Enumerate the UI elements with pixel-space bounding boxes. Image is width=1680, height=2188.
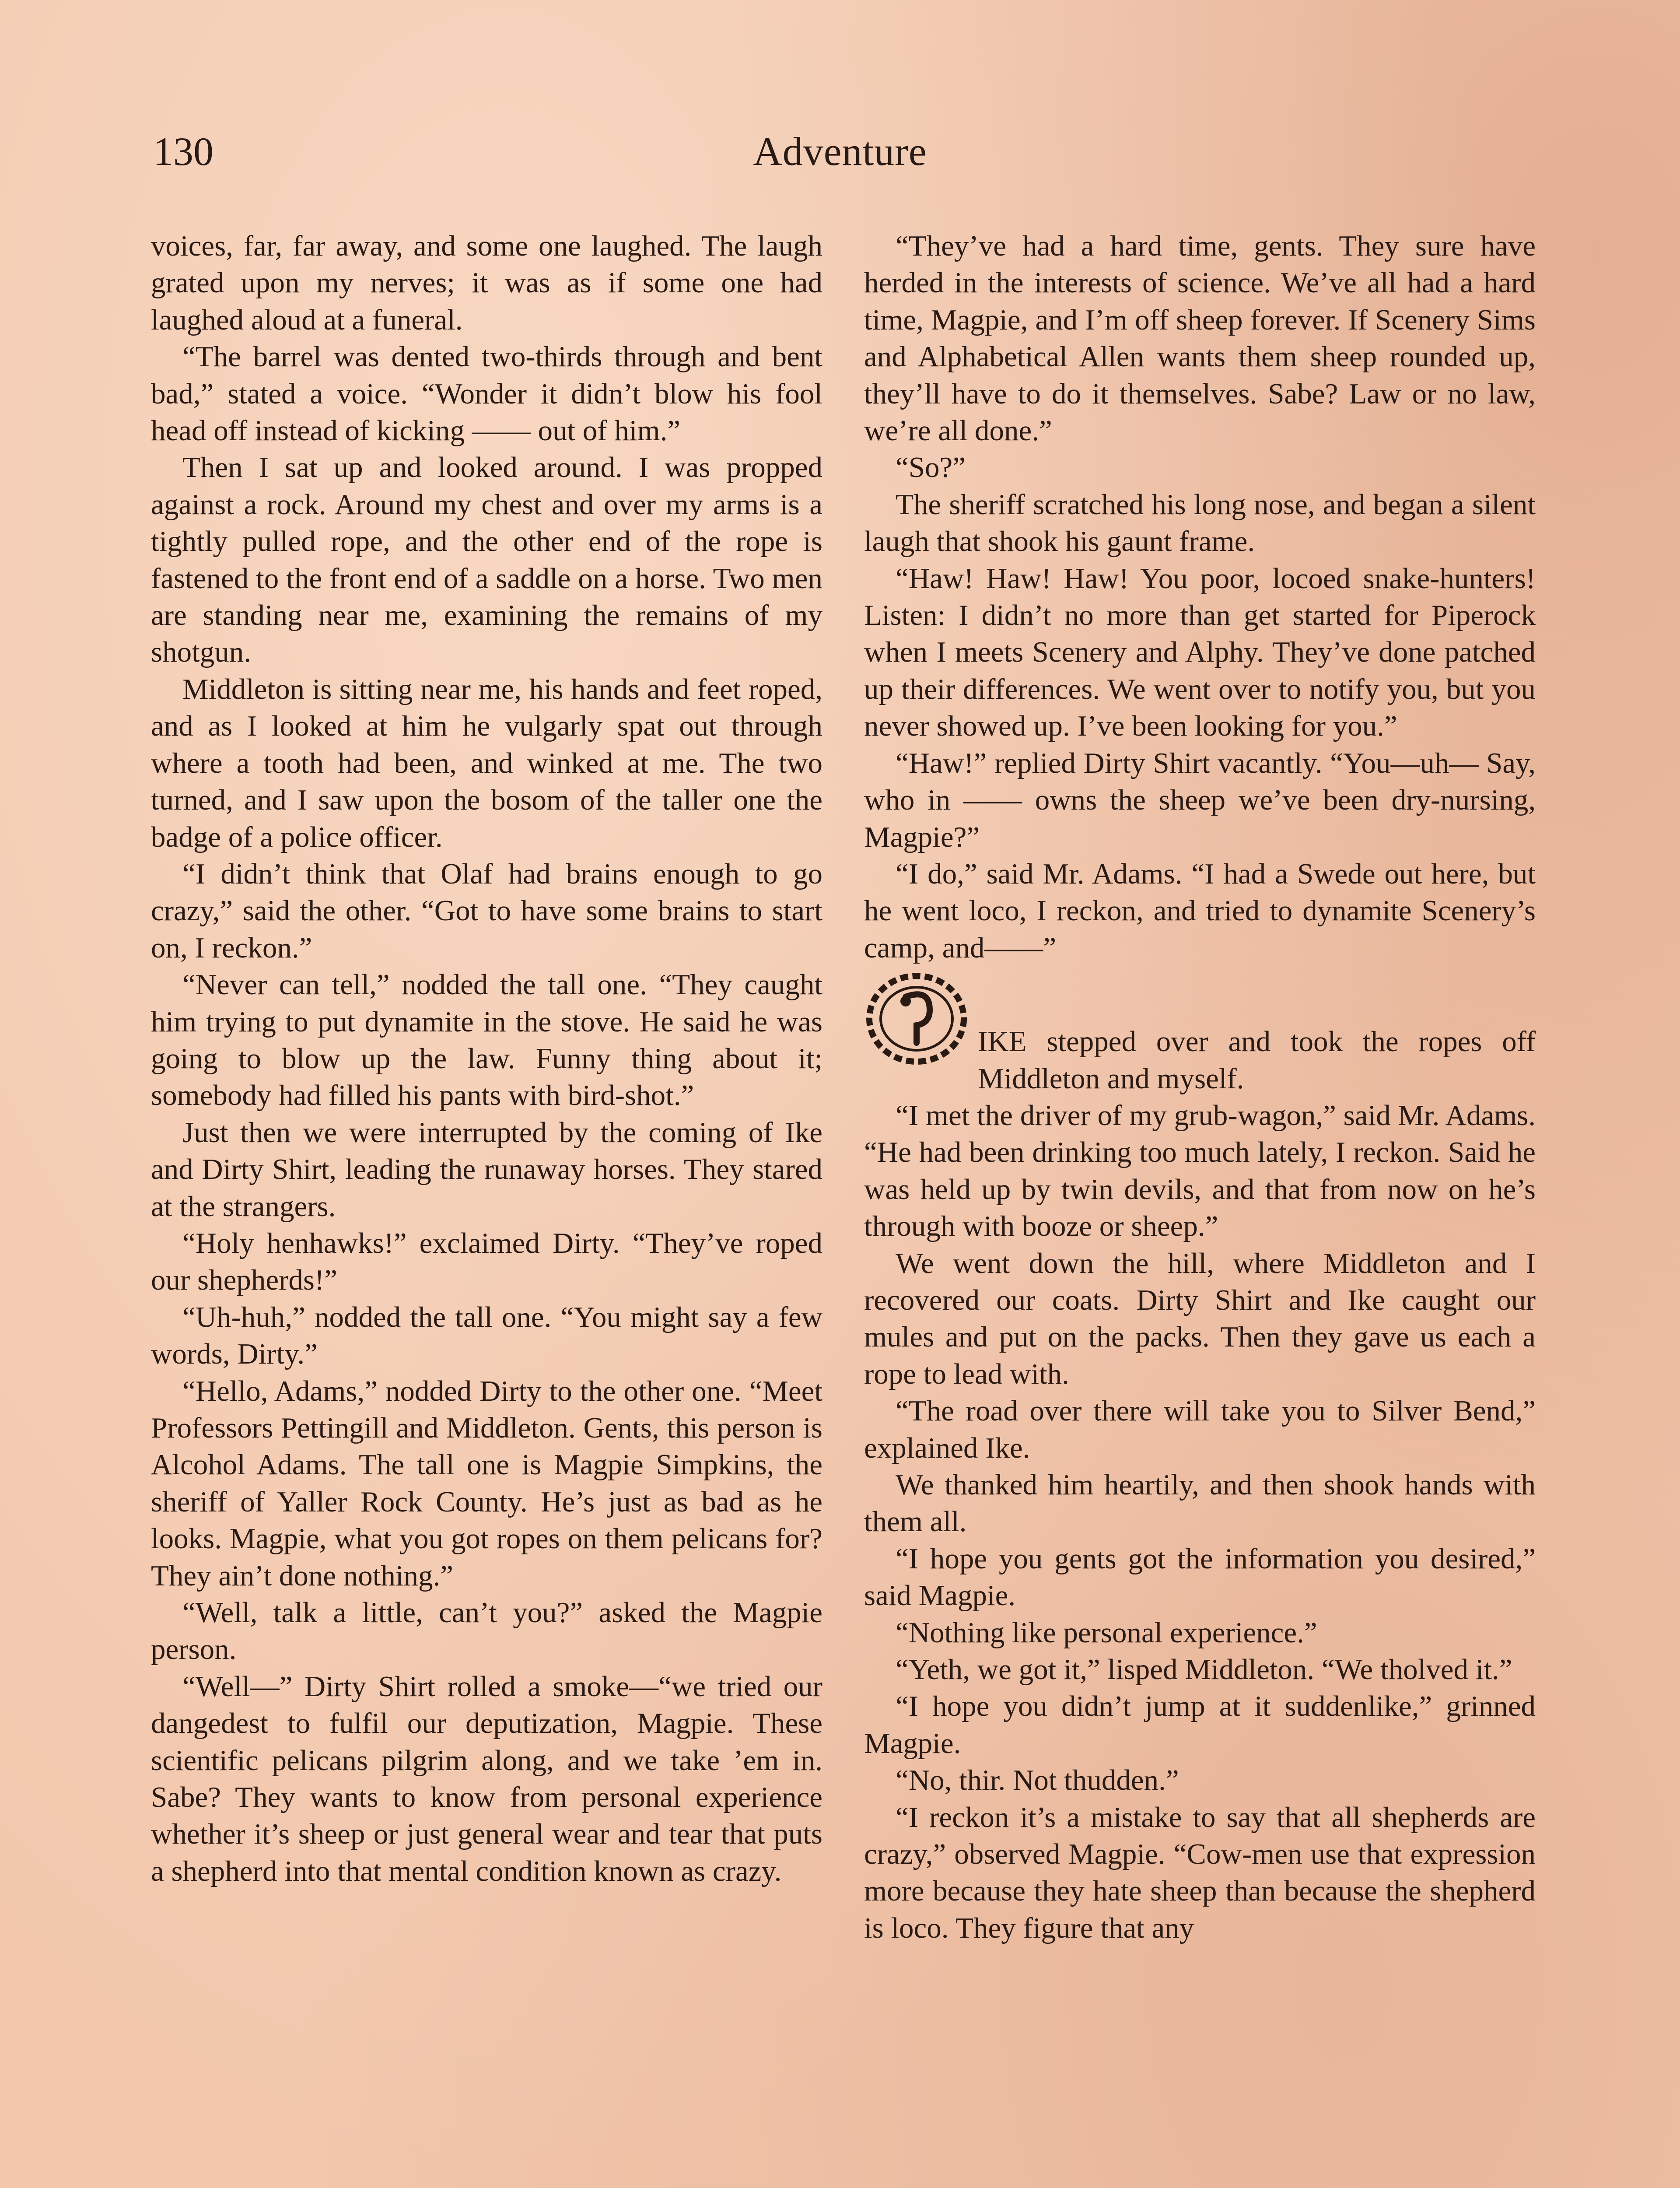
paragraph: “I hope you didn’t jump at it suddenlike,” grinned Magpie. [864,1690,1536,1760]
paragraph: voices, far, far away, and some one laughed. The laugh grated upon my nerves; it was as if some one had laughed aloud at a funeral. [151,230,822,336]
paragraph: “Haw!” replied Dirty Shirt vacantly. “You—uh— Say, who in —— owns the sheep we’ve been dry-nursing, Magpie?” [864,747,1536,853]
left-column [151,228,822,1890]
paragraph: “Hello, Adams,” nodded Dirty to the other one. “Meet Professors Pettingill and Middleton. Gents, this person is Alcohol Adams. The tall one is Magpie Simpkins, the sheriff of Yaller Rock County. He’s just as bad as he looks. Magpie, what you got ropes on them pelicans for? They ain’t done nothing.” [151,1375,822,1592]
paragraph: “Holy henhawks!” exclaimed Dirty. “They’ve roped our shepherds!” [151,1227,822,1297]
paragraph: “The road over there will take you to Silver Bend,” explained Ike. [864,1395,1536,1464]
paragraph: “Uh-huh,” nodded the tall one. “You might say a few words, Dirty.” [151,1301,822,1371]
page-number: 130 [153,129,214,174]
paragraph: “I didn’t think that Olaf had brains enough to go crazy,” said the other. “Got to have some brains to start on, I reckon.” [151,857,822,964]
paragraph: “They’ve had a hard time, gents. They sure have herded in the interests of science. We’ve all had a hard time, Magpie, and I’m off sheep forever. If Scenery Sims and Alphabetical Allen wants them sheep rounded up, they’ll have to do it themselves. Sabe? Law or no law, we’re all done.” [864,230,1536,447]
paragraph: “I met the driver of my grub-wagon,” said Mr. Adams. “He had been drinking too much lately, I reckon. Said he was held up by twin devils, and that from now on he’s through with booze or sheep.” [864,1099,1536,1243]
paragraph: “So?” [896,451,966,484]
paragraph: “Well—” Dirty Shirt rolled a smoke—“we tried our dangedest to fulfil our deputization, Magpie. These scientific pelicans pilgrim along, and we take ’em in. Sabe? They wants to know from personal experience whether it’s sheep or just general wear and tear that puts a shepherd into that mental condition known as crazy. [151,1670,822,1887]
running-title: Adventure [753,129,927,174]
right-column [864,228,1536,1946]
paragraph: “Haw! Haw! Haw! You poor, locoed snake-hunters! Listen: I didn’t no more than get started for Piperock when I meets Scenery and Alphy. They’ve done patched up their differences. We went over to notify you, but you never showed up. I’ve been looking for you.” [864,562,1536,743]
paragraph: We went down the hill, where Middleton and I recovered our coats. Dirty Shirt and Ike caught our mules and put on the packs. Then they gave us each a rope to lead with. [864,1247,1536,1390]
ornamental-dropcap-icon [864,971,969,1067]
paragraph: “I reckon it’s a mistake to say that all shepherds are crazy,” observed Magpie. “Cow-men use that expression more because they hate sheep than because the shepherd is loco. They figure that any [864,1801,1536,1944]
paragraph: “I hope you gents got the information you desired,” said Magpie. [864,1542,1536,1612]
paragraph: Then I sat up and looked around. I was propped against a rock. Around my chest and over my arms is a tightly pulled rope, and the other end of the rope is fastened to the front end of a saddle on a horse. Two men are standing near me, examining the remains of my shotgun. [151,451,822,669]
paragraph: “I do,” said Mr. Adams. “I had a Swede out here, but he went loco, I reckon, and tried to dynamite Scenery’s camp, and——” [864,857,1536,964]
paragraph: “Nothing like personal experience.” [896,1616,1317,1649]
paragraph: “Yeth, we got it,” lisped Middleton. “We tholved it.” [896,1653,1512,1686]
paragraph: “Well, talk a little, can’t you?” asked the Magpie person. [151,1596,822,1666]
paragraph: The sheriff scratched his long nose, and began a silent laugh that shook his gaunt frame. [864,488,1536,558]
paragraph: “The barrel was dented two-thirds through and bent bad,” stated a voice. “Wonder it didn’t blow his fool head off instead of kicking —— out of him.” [151,340,822,447]
paragraph: “Never can tell,” nodded the tall one. “They caught him trying to put dynamite in the stove. He said he was going to blow up the law. Funny thing about it; somebody had filled his pants with bird-shot.” [151,968,822,1112]
paragraph: Just then we were interrupted by the coming of Ike and Dirty Shirt, leading the runaway horses. They stared at the strangers. [151,1116,822,1223]
paragraph: Middleton is sitting near me, his hands and feet roped, and as I looked at him he vulgarly spat out through where a tooth had been, and winked at me. The two turned, and I saw upon the bosom of the taller one the badge of a police officer. [151,673,822,853]
paragraph: IKE stepped over and took the ropes off Middleton and myself. [978,1025,1536,1095]
paragraph: We thanked him heartily, and then shook hands with them all. [864,1469,1536,1538]
paragraph: “No, thir. Not thudden.” [896,1764,1179,1797]
